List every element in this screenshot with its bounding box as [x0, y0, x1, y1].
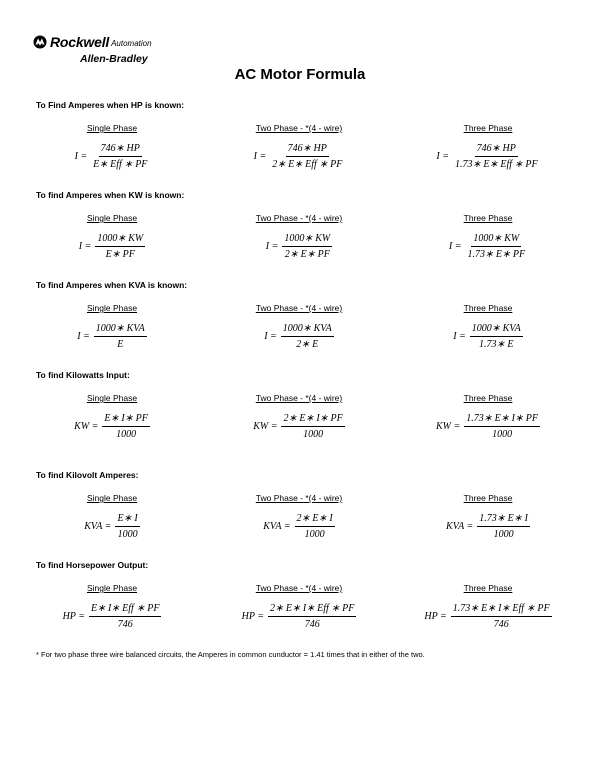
formula-numerator: 746∗ HP	[475, 143, 518, 157]
formula-two-phase	[199, 513, 399, 540]
formula-denominator: 1000	[303, 429, 324, 440]
section-title: To find Amperes when KVA is known:	[36, 280, 188, 290]
formula-numerator: E∗ I∗ PF	[102, 413, 149, 427]
formula-lhs: KVA =	[446, 521, 474, 532]
column-heading-single-phase: Single Phase	[86, 213, 138, 223]
rockwell-mark-icon	[33, 35, 47, 49]
logo-brand-row	[33, 34, 152, 50]
formula-fraction	[95, 233, 145, 260]
column-heading-single-phase: Single Phase	[86, 493, 138, 503]
formula-lhs: I =	[77, 331, 90, 342]
formula-denominator: 1.73∗ E∗ PF	[467, 249, 526, 260]
formula-denominator: 1000	[493, 529, 514, 540]
formula-numerator: 2∗ E∗ I∗ Eff ∗ PF	[268, 603, 356, 617]
formula-denominator: E∗ PF	[105, 249, 135, 260]
rockwell-logo	[33, 34, 152, 65]
column-heading-single-phase: Single Phase	[86, 583, 138, 593]
logo-brand-sub: Automation	[111, 39, 152, 48]
formula-numerator: 1000∗ KVA	[470, 323, 523, 337]
column-heading-single-phase: Single Phase	[86, 303, 138, 313]
formula-numerator: 1000∗ KW	[471, 233, 521, 247]
formula-lhs: I =	[453, 331, 466, 342]
formula-three-phase	[388, 143, 588, 170]
formula-fraction	[270, 143, 344, 170]
formula-lhs: I =	[74, 151, 88, 162]
formula-denominator: 1000	[116, 429, 137, 440]
formula-three-phase	[388, 413, 588, 440]
page-title: AC Motor Formula	[234, 66, 366, 83]
formula-numerator: 746∗ HP	[99, 143, 142, 157]
formula-two-phase	[199, 603, 399, 630]
column-heading-single-phase: Single Phase	[86, 393, 138, 403]
formula-denominator: 2∗ E	[296, 339, 319, 350]
footnote: * For two phase three wire balanced circuits, the Amperes in common cunductor = 1.41 times that in either of the two.	[36, 650, 425, 659]
formula-fraction	[281, 323, 334, 350]
formula-fraction	[464, 413, 540, 440]
formula-fraction	[477, 513, 530, 540]
formula-numerator: 2∗ E∗ I	[295, 513, 335, 527]
section-title: To find Kilowatts Input:	[36, 370, 130, 380]
formula-fraction	[115, 513, 139, 540]
column-heading-two-phase: Two Phase - *(4 - wire)	[255, 303, 343, 313]
formula-two-phase	[199, 143, 399, 170]
section-title: To Find Amperes when HP is known:	[36, 100, 185, 110]
formula-lhs: I =	[265, 241, 279, 252]
formula-lhs: I =	[78, 241, 92, 252]
column-heading-two-phase: Two Phase - *(4 - wire)	[255, 213, 343, 223]
formula-numerator: 1000∗ KW	[282, 233, 332, 247]
formula-numerator: E∗ I	[115, 513, 139, 527]
formula-three-phase	[388, 603, 588, 630]
formula-three-phase	[388, 233, 588, 260]
formula-numerator: 1.73∗ E∗ I∗ PF	[464, 413, 540, 427]
formula-lhs: KVA =	[263, 521, 291, 532]
formula-lhs: I =	[253, 151, 267, 162]
formula-fraction	[281, 413, 344, 440]
section-title: To find Kilovolt Amperes:	[36, 470, 139, 480]
formula-three-phase	[388, 323, 588, 350]
formula-denominator: 1000	[492, 429, 513, 440]
column-heading-three-phase: Three Phase	[463, 213, 513, 223]
formula-denominator: E∗ Eff ∗ PF	[93, 159, 148, 170]
formula-numerator: 1000∗ KVA	[281, 323, 334, 337]
formula-fraction	[465, 233, 527, 260]
formula-lhs: I =	[264, 331, 277, 342]
formula-lhs: I =	[448, 241, 462, 252]
column-heading-two-phase: Two Phase - *(4 - wire)	[255, 393, 343, 403]
formula-lhs: KW =	[435, 421, 461, 432]
formula-fraction	[451, 603, 552, 630]
column-heading-single-phase: Single Phase	[86, 123, 138, 133]
column-heading-three-phase: Three Phase	[463, 123, 513, 133]
formula-two-phase	[199, 233, 399, 260]
formula-single-phase	[12, 233, 212, 260]
column-heading-three-phase: Three Phase	[463, 583, 513, 593]
formula-numerator: 1.73∗ E∗ I	[477, 513, 530, 527]
formula-fraction	[453, 143, 540, 170]
formula-fraction	[89, 603, 161, 630]
formula-numerator: 1000∗ KW	[95, 233, 145, 247]
formula-single-phase	[12, 513, 212, 540]
column-heading-two-phase: Two Phase - *(4 - wire)	[255, 583, 343, 593]
formula-lhs: I =	[436, 151, 449, 162]
formula-single-phase	[12, 323, 212, 350]
column-heading-three-phase: Three Phase	[463, 303, 513, 313]
formula-denominator: E	[117, 339, 124, 350]
formula-numerator: 746∗ HP	[286, 143, 329, 157]
formula-denominator: 746	[493, 619, 509, 630]
formula-denominator: 1000	[117, 529, 138, 540]
column-heading-three-phase: Three Phase	[463, 393, 513, 403]
formula-fraction	[102, 413, 149, 440]
formula-denominator: 746	[304, 619, 320, 630]
formula-fraction	[268, 603, 356, 630]
formula-numerator: 1.73∗ E∗ I∗ Eff ∗ PF	[451, 603, 552, 617]
formula-fraction	[470, 323, 523, 350]
formula-denominator: 746	[117, 619, 133, 630]
logo-allen-bradley: Allen-Bradley	[80, 53, 148, 65]
formula-lhs: HP =	[424, 611, 447, 622]
formula-fraction	[91, 143, 149, 170]
formula-numerator: 2∗ E∗ I∗ PF	[281, 413, 344, 427]
formula-single-phase	[12, 413, 212, 440]
formula-lhs: KVA =	[84, 521, 112, 532]
formula-lhs: HP =	[241, 611, 265, 622]
formula-numerator: 1000∗ KVA	[94, 323, 147, 337]
formula-two-phase	[199, 413, 399, 440]
column-heading-two-phase: Two Phase - *(4 - wire)	[255, 123, 343, 133]
section-title: To find Horsepower Output:	[36, 560, 149, 570]
formula-lhs: HP =	[62, 611, 85, 622]
formula-single-phase	[12, 143, 212, 170]
section-title: To find Amperes when KW is known:	[36, 190, 185, 200]
formula-numerator: E∗ I∗ Eff ∗ PF	[89, 603, 161, 617]
formula-lhs: KW =	[74, 421, 99, 432]
formula-single-phase	[12, 603, 212, 630]
formula-lhs: KW =	[253, 421, 278, 432]
column-heading-two-phase: Two Phase - *(4 - wire)	[255, 493, 343, 503]
formula-three-phase	[388, 513, 588, 540]
formula-denominator: 2∗ E∗ Eff ∗ PF	[272, 159, 343, 170]
formula-fraction	[282, 233, 332, 260]
formula-two-phase	[199, 323, 399, 350]
formula-denominator: 1000	[304, 529, 325, 540]
formula-denominator: 1.73∗ E∗ Eff ∗ PF	[454, 159, 538, 170]
formula-denominator: 1.73∗ E	[479, 339, 514, 350]
formula-fraction	[94, 323, 147, 350]
column-heading-three-phase: Three Phase	[463, 493, 513, 503]
formula-denominator: 2∗ E∗ PF	[284, 249, 330, 260]
logo-brand: Rockwell	[50, 34, 110, 50]
formula-fraction	[295, 513, 335, 540]
